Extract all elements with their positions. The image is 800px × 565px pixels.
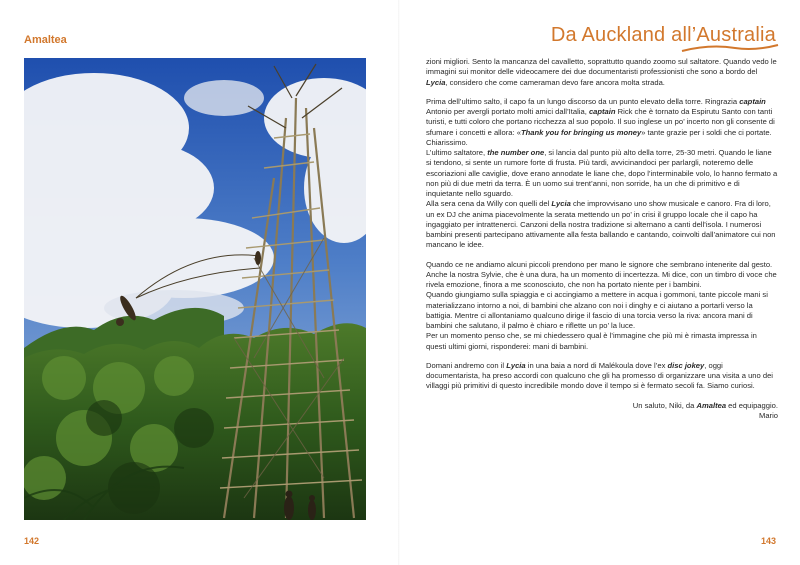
emphasis: Amaltea	[696, 400, 727, 410]
text-run: , oggi documentarista, ha preso accordi con qualcuno che gli ha promesso di organizzare una visita a uno dei villaggi più primitivi di questo incredibile mondo dove il tempo si è fermato secoli fa. Siamo curiosi.	[426, 360, 773, 391]
photo-illustration	[24, 58, 366, 520]
text-run: » tante grazie per i soldi che ci portate. Chiarissimo.	[426, 127, 772, 147]
page-number-right: 143	[760, 536, 776, 546]
text-run: Prima dell’ultimo salto, il capo fa un lungo discorso da un punto elevato della torre. Ringrazia	[426, 96, 738, 106]
article-body	[426, 57, 778, 421]
title-swoosh-icon	[680, 42, 780, 54]
emphasis: Lycia	[426, 77, 446, 87]
text-run: , si lancia dal punto più alto della torre, 25-30 metri. Quando le liane si tendono, si sente un rumore forte di frusta. Più tardi, avvicinandoci per parlargli, noteremo delle escoriazioni alle caviglie, dove erano annodate le liane che, dopo l’interminabile volo, lo hanno fermato a non più di due metri da terra. È un uomo sui trent’anni, non sorride, ha un che di primitivo e di inquietante nello sguardo.	[426, 148, 778, 198]
text-run: Antonio per avergli portato molti amici dall’Italia,	[426, 107, 587, 116]
text-run: Rick che è tornato da Espirutu Santo con tanti turisti, e tutti coloro che portano ricchezza al suo popolo. Il suo inglese un po’ incerto non gli consente di sfumare i concetti e allora: «	[426, 107, 775, 137]
text-run: Un saluto, Niki, da	[632, 400, 695, 410]
text-run: , considero che come cameraman devo fare ancora molta strada.	[445, 77, 665, 87]
signature-name: Mario	[759, 410, 778, 420]
chapter-title: Da Auckland all’Australia	[550, 24, 776, 46]
land-diving-tower-photo	[24, 58, 366, 520]
signature-line	[426, 401, 778, 411]
paragraph	[426, 97, 778, 148]
emphasis: disc jokey	[667, 360, 705, 370]
text-run: L’ultimo saltatore,	[426, 148, 486, 157]
emphasis: Lycia	[551, 199, 571, 209]
paragraph: Quando giungiamo sulla spiaggia e ci accingiamo a mettere in acqua i gommoni, tante piccole mani si materializzano intorno a noi, di bambini che alzano con noi i dinghy e ci aiutano a portarli verso la battigia. Mentre ci allontaniamo qualcuno dirige il fascio di una torcia verso la riva: ancora mani di bambini che salutano, il palmo è chiaro e riflette un po’ la luce.	[426, 290, 768, 330]
emphasis: Lycia	[506, 360, 526, 370]
paragraph	[426, 57, 778, 88]
emphasis: Thank you for bringing us money	[520, 127, 642, 137]
emphasis: the number one	[487, 148, 545, 157]
emphasis: captain	[588, 107, 616, 116]
brand-label: Amaltea	[24, 34, 67, 46]
paragraph	[426, 361, 778, 392]
paragraph	[426, 148, 778, 199]
text-run: Alla sera cena da Willy con quelli del	[426, 199, 550, 209]
paragraph	[426, 199, 778, 250]
paragraph: Quando ce ne andiamo alcuni piccoli prendono per mano le signore che sembrano intenerite dal gesto. Anche la nostra Sylvie, che è una dura, ha un momento di incertezza. Mi dice, con un timbro di voce che rivela emozione, finora a me sconosciuto, che non ha portato niente per i bambini.	[426, 259, 777, 289]
text-run: in una baia a nord di Malékoula dove l’ex	[527, 360, 666, 370]
text-run: ed equipaggio.	[728, 400, 778, 410]
text-run: Domani andremo con il	[426, 360, 505, 370]
text-run: che improvvisano uno show musicale e canoro. Fra di loro, un ex DJ che anima piacevolmente la serata mettendo un po’ in crisi il gruppo locale che il capo ha ingaggiato per intrattenerci. Canzoni della nostra tradizione si alternano a canti dell’isola. I numerosi bambini presenti partecipano attivamente alla festa ballando e cantando, coinvolti dall’animatore cui non mancano le idee.	[426, 199, 776, 250]
paragraph: Per un momento penso che, se mi chiedessero qual è l’immagine che più mi è rimasta impressa in questi ultimi giorni, risponderei: mani di bambini.	[426, 331, 757, 351]
page-number-left: 142	[24, 536, 40, 546]
text-run: zioni migliori. Sento la mancanza del cavalletto, soprattutto quando zoomo sul saltatore. Quando vedo le immagini sui monitor delle videocamere dei due documentaristi professionisti che sono a bordo del	[426, 57, 777, 77]
emphasis: captain	[739, 96, 766, 106]
